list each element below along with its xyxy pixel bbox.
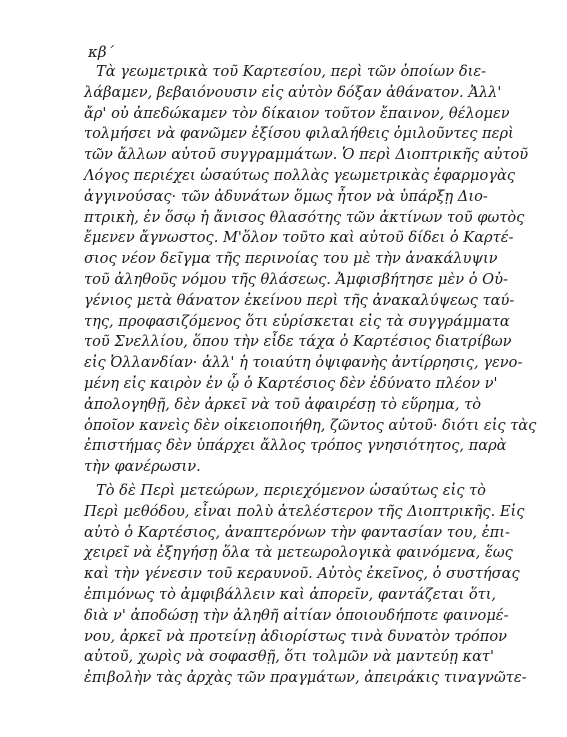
- text-line: ἔμενεν ἄγνωστος. Μ'ὅλον τοῦτο καὶ αὐτοῦ δίδει ὁ Καρτέ-: [84, 229, 514, 247]
- text-line: ἐπιμόνως τὸ ἀμφιβάλλειν καὶ ἀπορεῖν, φαντάζεται ὅτι,: [84, 585, 497, 603]
- text-line: ἐπιβολὴν τὰς ἀρχὰς τῶν πραγμάτων, ἀπειράκις τιναγνῶτε-: [84, 669, 527, 687]
- text-line: καὶ τὴν γένεσιν τοῦ κεραυνοῦ. Αὐτὸς ἐκεῖνος, ὁ συστήσας: [84, 565, 520, 583]
- text-line: ἄρ' οὐ ἀπεδώκαμεν τὸν δίκαιον τοῦτον ἔπαινον, θέλομεν: [84, 104, 510, 122]
- text-line: γένιος μετὰ θάνατον ἐκείνου περὶ τῆς ἀνακαλύψεως ταύ-: [84, 291, 515, 309]
- paragraph: [84, 481, 527, 689]
- text-line: μένη εἰς καιρὸν ἐν ᾧ ὁ Καρτέσιος δὲν ἐδύνατο πλέον ν': [84, 374, 498, 392]
- paragraph: [84, 62, 537, 478]
- text-line: ἀπολογηθῇ, δὲν ἀρκεῖ νὰ τοῦ ἀφαιρέσῃ τὸ εὕρημα, τὸ: [84, 395, 482, 413]
- text-line: τοῦ Σνελλίου, ὅπου τὴν εἶδε τάχα ὁ Καρτέσιος διατρίβων: [84, 333, 512, 351]
- text-line: τοῦ ἀληθοῦς νόμου τῆς θλάσεως. Ἀμφισβήτησε μὲν ὁ Οὐ-: [84, 270, 508, 288]
- text-line: Τὰ γεωμετρικὰ τοῦ Καρτεσίου, περὶ τῶν ὁποίων διε-: [96, 63, 487, 80]
- text-line: πτρικὴ, ἐν ὅσῳ ἡ ἄνισος θλασότης τῶν ἀκτίνων τοῦ φωτὸς: [84, 208, 525, 226]
- text-line: τὴν φανέρωσιν.: [84, 458, 201, 476]
- text-line: ἐπιστήμας δὲν ὑπάρχει ἄλλος τρόπος γνησιότητος, παρὰ: [84, 437, 507, 455]
- text-line: τῶν ἄλλων αὐτοῦ συγγραμμάτων. Ὁ περὶ Διοπτρικῆς αὐτοῦ: [84, 146, 529, 164]
- text-line: σιος νέον δεῖγμα τῆς περινοίας του μὲ τὴν ἀνακάλυψιν: [84, 250, 498, 268]
- text-line: αὐτοῦ, χωρὶς νὰ σοφασθῇ, ὅτι τολμῶν νὰ μαντεύῃ κατ': [84, 648, 495, 666]
- text-line: Περὶ μεθόδου, εἶναι πολὺ ἀτελέστερον τῆς Διοπτρικῆς. Εἰς: [84, 502, 525, 520]
- body-text: [84, 62, 537, 689]
- text-line: χειρεῖ νὰ ἐξηγήσῃ ὅλα τὰ μετεωρολογικὰ φαινόμενα, ἕως: [84, 544, 513, 562]
- text-line: ἀγγινούσας· τῶν ἀδυνάτων ὅμως ἦτον νὰ ὑπάρξῃ Διο-: [84, 187, 488, 205]
- text-line: διὰ ν' ἀποδώσῃ τὴν ἀληθῆ αἰτίαν ὁποιουδήποτε φαινομέ-: [84, 606, 509, 624]
- text-line: λάβαμεν, βεβαιόνουσιν εἰς αὐτὸν δόξαν ἀθάνατον. Ἀλλ': [84, 83, 502, 101]
- text-line: ὁποῖον κανεὶς δὲν οἰκειοποιήθη, ζῶντος αὐτοῦ· διότι εἰς τὰς: [84, 416, 537, 434]
- text-line: Λόγος περιέχει ὡσαύτως πολλὰς γεωμετρικὰς ἐφαρμογὰς: [84, 166, 516, 184]
- text-line: Τὸ δὲ Περὶ μετεώρων, περιεχόμενον ὡσαύτως εἰς τὸ: [96, 481, 486, 499]
- text-line: τολμήσει νὰ φανῶμεν ἐξίσου φιλαλήθεις ὁμιλοῦντες περὶ: [84, 125, 514, 143]
- text-line: της, προφασιζόμενος ὅτι εὑρίσκεται εἰς τὰ συγγράμματα: [84, 312, 510, 330]
- page-number: κβ΄: [88, 43, 115, 61]
- text-line: νου, ἀρκεῖ νὰ προτείνῃ ἀδιορίστως τινὰ δυνατὸν τρόπον: [84, 627, 508, 645]
- text-line: εἰς Ὀλλανδίαν· ἀλλ' ἡ τοιαύτη ὀψιφανὴς ἀντίρρησις, γενο-: [84, 354, 523, 372]
- text-line: αὐτὸ ὁ Καρτέσιος, ἀναπτερόνων τὴν φαντασίαν του, ἐπι-: [84, 523, 510, 541]
